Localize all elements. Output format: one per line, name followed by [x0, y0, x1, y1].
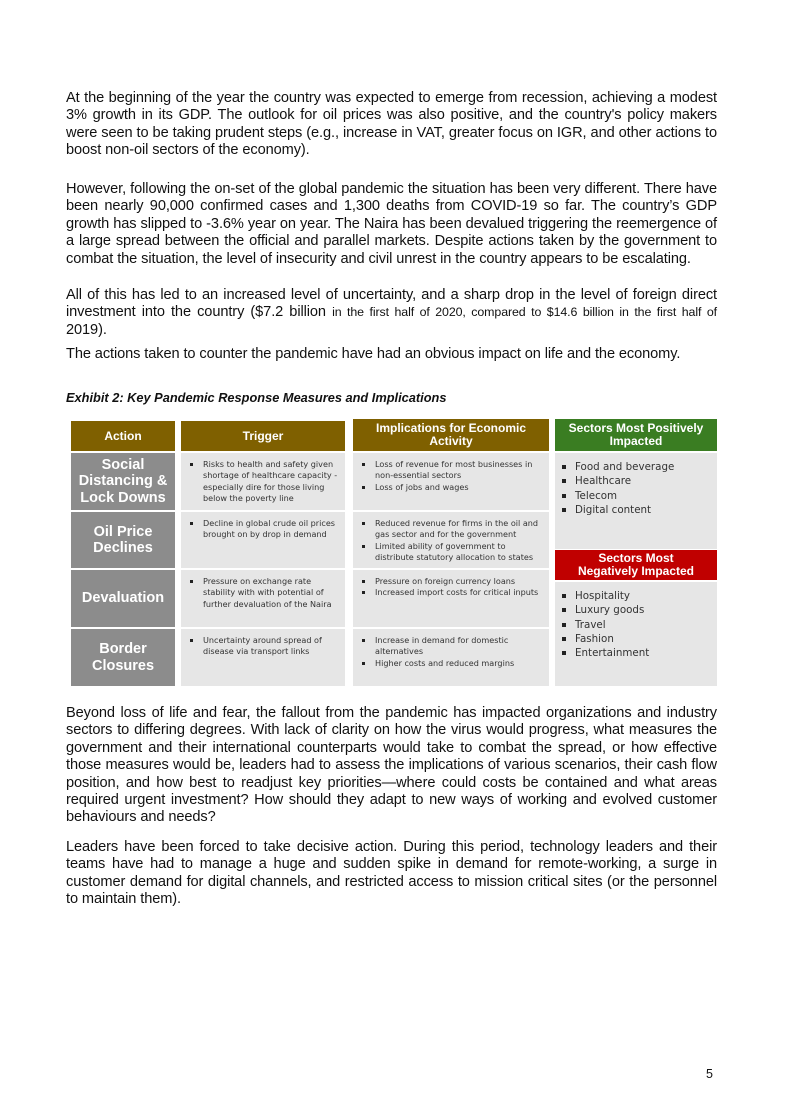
paragraph-fdi-drop: [66, 287, 717, 339]
header-negative-sectors: Sectors Most Negatively Impacted: [555, 550, 717, 580]
sector-item: Luxury goods: [561, 603, 711, 617]
action-social-distancing: Social Distancing & Lock Downs: [71, 453, 175, 510]
implications-cell: [353, 512, 549, 568]
sector-item: Healthcare: [561, 474, 711, 488]
paragraph-pandemic-impact: However, following the on-set of the global pandemic the situation has been very different. There have been nearly 90,000 confirmed cases and 1,300 deaths from COVID-19 so far. The country’s GDP growth has slipped to -3.6% year on year. The Naira has been devalued triggering the reemergence of a large spread between the official and parallel markets. Despite actions taken by the government to combat the situation, the level of insecurity and civil unrest in the country appears to be escalating.: [66, 181, 717, 267]
positive-sectors-list: [555, 453, 717, 549]
implication-item: Loss of revenue for most businesses in non-essential sectors: [361, 459, 543, 482]
paragraph-intro: At the beginning of the year the country was expected to emerge from recession, achieving a modest 3% growth in its GDP. The outlook for oil prices was also positive, and the country's policy makers were seen to be taking prudent steps (e.g., increase in VAT, greater focus on IGR, and other actions to boost non-oil sectors of the economy).: [66, 90, 717, 159]
sector-item: Entertainment: [561, 646, 711, 660]
paragraph-actions-impact: The actions taken to counter the pandemic have had an obvious impact on life and the economy.: [66, 346, 681, 362]
implication-item: Reduced revenue for firms in the oil and gas sector and for the government: [361, 518, 543, 541]
implication-item: Pressure on foreign currency loans: [361, 576, 543, 587]
fdi-text-small: in the first half of 2020, compared to $14.6 billion in the first half of: [332, 305, 717, 320]
implications-cell: [353, 570, 549, 627]
action-devaluation: Devaluation: [71, 570, 175, 627]
negative-sectors-list: [555, 582, 717, 686]
trigger-item: Risks to health and safety given shortage of healthcare capacity - especially dire for those living below the poverty line: [189, 459, 339, 505]
implications-cell: [353, 453, 549, 510]
trigger-cell: [181, 629, 345, 686]
trigger-cell: [181, 453, 345, 510]
action-border-closures: Border Closures: [71, 629, 175, 686]
trigger-item: Pressure on exchange rate stability with with potential of further devaluation of the Naira: [189, 576, 339, 610]
implication-item: Increased import costs for critical inputs: [361, 587, 543, 598]
implication-item: Limited ability of government to distribute statutory allocation to states: [361, 541, 543, 564]
trigger-cell: [181, 512, 345, 568]
header-implications: Implications for Economic Activity: [353, 419, 549, 451]
sector-item: Digital content: [561, 503, 711, 517]
header-positive-sectors: Sectors Most Positively Impacted: [555, 419, 717, 451]
header-action: Action: [71, 421, 175, 451]
trigger-cell: [181, 570, 345, 627]
sector-item: Hospitality: [561, 589, 711, 603]
sector-item: Telecom: [561, 489, 711, 503]
action-oil-price-declines: Oil Price Declines: [71, 512, 175, 568]
sector-item: Fashion: [561, 632, 711, 646]
implication-item: Higher costs and reduced margins: [361, 658, 543, 669]
exhibit-title: Exhibit 2: Key Pandemic Response Measures and Implications: [66, 390, 447, 405]
header-trigger: Trigger: [181, 421, 345, 451]
paragraph-decisive-action: Leaders have been forced to take decisive action. During this period, technology leaders and their teams have had to manage a huge and sudden spike in demand for remote-working, a surge in customer demand for digital channels, and restricted access to mission critical sites (or the personnel to maintain them).: [66, 839, 717, 908]
sector-item: Food and beverage: [561, 460, 711, 474]
sector-item: Travel: [561, 618, 711, 632]
fdi-text-end: 2019).: [66, 321, 107, 338]
paragraph-fallout: Beyond loss of life and fear, the fallout from the pandemic has impacted organizations and industry sectors to differing degrees. With lack of clarity on how the virus would progress, what measures the government and their international counterparts would take to combat the spread, or how effective those measures would be, leaders had to assess the implications of various scenarios, their cash flow position, and how best to readjust key priorities—where could costs be contained and what areas required urgent investment? How should they adapt to new ways of working and evolved customer behaviours and needs?: [66, 705, 717, 826]
trigger-item: Uncertainty around spread of disease via transport links: [189, 635, 339, 658]
implication-item: Loss of jobs and wages: [361, 482, 543, 493]
fdi-text: All of this has led to an increased level of uncertainty, and a sharp drop in the level of foreign direct investment into the country ($7.2 billion: [66, 287, 717, 321]
page-number: 5: [706, 1067, 713, 1081]
implications-cell: [353, 629, 549, 686]
implication-item: Increase in demand for domestic alternatives: [361, 635, 543, 658]
trigger-item: Decline in global crude oil prices brought on by drop in demand: [189, 518, 339, 541]
